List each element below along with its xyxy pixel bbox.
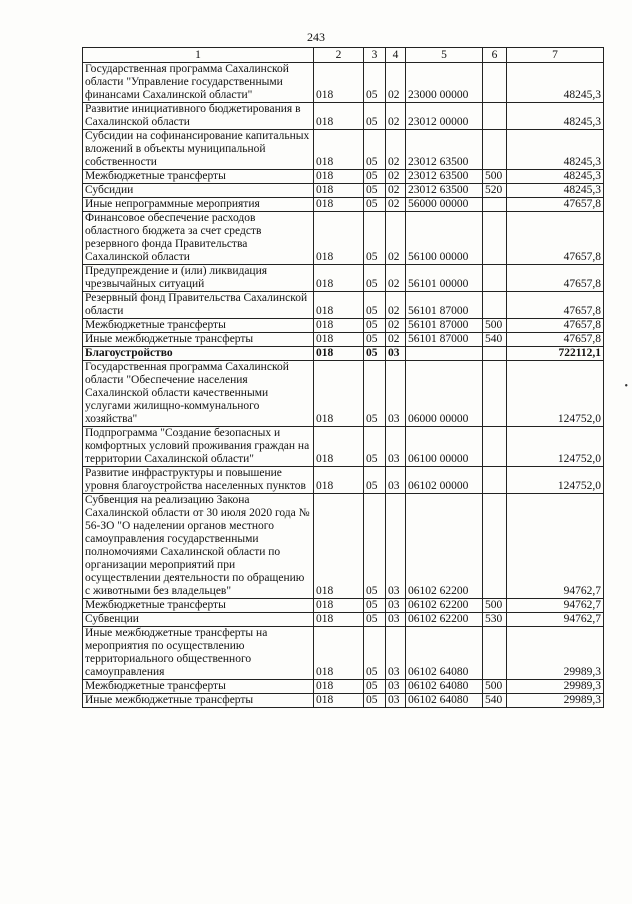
row-amount-cell: 124752,0 bbox=[507, 467, 604, 494]
table-header-row bbox=[83, 48, 604, 63]
row-amount-cell: 124752,0 bbox=[507, 361, 604, 427]
row-section-cell: 05 bbox=[364, 599, 386, 613]
row-expense-type-cell bbox=[483, 467, 507, 494]
row-subsection-cell: 02 bbox=[386, 130, 406, 170]
row-ministry-code-cell: 018 bbox=[314, 613, 364, 627]
row-target-article-cell: 23012 63500 bbox=[406, 170, 483, 184]
row-target-article-cell: 56101 00000 bbox=[406, 265, 483, 292]
budget-table bbox=[82, 47, 604, 708]
row-amount-cell: 47657,8 bbox=[507, 292, 604, 319]
row-ministry-code-cell: 018 bbox=[314, 361, 364, 427]
row-subsection-cell: 03 bbox=[386, 599, 406, 613]
row-expense-type-cell bbox=[483, 494, 507, 599]
row-name-cell: Предупреждение и (или) ликвидация чрезвычайных ситуаций bbox=[83, 265, 314, 292]
row-ministry-code-cell: 018 bbox=[314, 427, 364, 467]
row-target-article-cell: 06102 62200 bbox=[406, 599, 483, 613]
row-amount-cell: 47657,8 bbox=[507, 319, 604, 333]
row-section-cell: 05 bbox=[364, 361, 386, 427]
row-amount-cell: 48245,3 bbox=[507, 184, 604, 198]
row-section-cell: 05 bbox=[364, 130, 386, 170]
row-section-cell: 05 bbox=[364, 347, 386, 361]
table-row bbox=[83, 494, 604, 599]
table-row bbox=[83, 347, 604, 361]
row-expense-type-cell: 500 bbox=[483, 319, 507, 333]
column-header: 7 bbox=[507, 48, 604, 63]
table-row bbox=[83, 427, 604, 467]
table-row bbox=[83, 694, 604, 708]
row-ministry-code-cell: 018 bbox=[314, 292, 364, 319]
row-amount-cell: 48245,3 bbox=[507, 63, 604, 103]
row-target-article-cell: 06102 00000 bbox=[406, 467, 483, 494]
row-subsection-cell: 02 bbox=[386, 103, 406, 130]
row-name-cell: Развитие инициативного бюджетирования в Сахалинской области bbox=[83, 103, 314, 130]
row-section-cell: 05 bbox=[364, 63, 386, 103]
row-target-article-cell: 56000 00000 bbox=[406, 198, 483, 212]
row-ministry-code-cell: 018 bbox=[314, 212, 364, 265]
row-expense-type-cell bbox=[483, 627, 507, 680]
row-subsection-cell: 02 bbox=[386, 198, 406, 212]
row-ministry-code-cell: 018 bbox=[314, 694, 364, 708]
row-section-cell: 05 bbox=[364, 184, 386, 198]
row-name-cell: Развитие инфраструктуры и повышение уровня благоустройства населенных пунктов bbox=[83, 467, 314, 494]
table-row bbox=[83, 170, 604, 184]
row-amount-cell: 94762,7 bbox=[507, 613, 604, 627]
row-name-cell: Государственная программа Сахалинской области "Обеспечение населения Сахалинской области качественными услугами жилищно-коммунального хозяйства" bbox=[83, 361, 314, 427]
row-amount-cell: 94762,7 bbox=[507, 494, 604, 599]
row-subsection-cell: 02 bbox=[386, 212, 406, 265]
row-name-cell: Межбюджетные трансферты bbox=[83, 680, 314, 694]
margin-mark: • bbox=[624, 381, 628, 392]
row-section-cell: 05 bbox=[364, 467, 386, 494]
table-row bbox=[83, 467, 604, 494]
table-row bbox=[83, 627, 604, 680]
row-section-cell: 05 bbox=[364, 494, 386, 599]
row-name-cell: Резервный фонд Правительства Сахалинской области bbox=[83, 292, 314, 319]
row-section-cell: 05 bbox=[364, 694, 386, 708]
row-amount-cell: 47657,8 bbox=[507, 212, 604, 265]
row-subsection-cell: 02 bbox=[386, 292, 406, 319]
row-section-cell: 05 bbox=[364, 198, 386, 212]
row-section-cell: 05 bbox=[364, 427, 386, 467]
row-section-cell: 05 bbox=[364, 680, 386, 694]
row-section-cell: 05 bbox=[364, 170, 386, 184]
row-expense-type-cell bbox=[483, 212, 507, 265]
row-amount-cell: 29989,3 bbox=[507, 680, 604, 694]
row-target-article-cell: 06102 62200 bbox=[406, 494, 483, 599]
row-amount-cell: 29989,3 bbox=[507, 694, 604, 708]
row-expense-type-cell: 500 bbox=[483, 599, 507, 613]
row-ministry-code-cell: 018 bbox=[314, 319, 364, 333]
row-subsection-cell: 03 bbox=[386, 494, 406, 599]
table-row bbox=[83, 265, 604, 292]
row-target-article-cell: 56101 87000 bbox=[406, 292, 483, 319]
row-name-cell: Иные межбюджетные трансферты bbox=[83, 694, 314, 708]
row-expense-type-cell: 530 bbox=[483, 613, 507, 627]
row-target-article-cell: 06102 62200 bbox=[406, 613, 483, 627]
row-amount-cell: 47657,8 bbox=[507, 265, 604, 292]
row-name-cell: Иные межбюджетные трансферты на мероприятия по осуществлению территориального общественного самоуправления bbox=[83, 627, 314, 680]
row-target-article-cell: 56101 87000 bbox=[406, 333, 483, 347]
row-section-cell: 05 bbox=[364, 319, 386, 333]
table-row bbox=[83, 613, 604, 627]
page-number: 243 bbox=[307, 30, 325, 44]
table-row bbox=[83, 361, 604, 427]
column-header: 6 bbox=[483, 48, 507, 63]
row-amount-cell: 29989,3 bbox=[507, 627, 604, 680]
row-amount-cell: 124752,0 bbox=[507, 427, 604, 467]
row-section-cell: 05 bbox=[364, 103, 386, 130]
row-subsection-cell: 02 bbox=[386, 63, 406, 103]
row-name-cell: Финансовое обеспечение расходов областного бюджета за счет средств резервного фонда Правительства Сахалинской области bbox=[83, 212, 314, 265]
row-name-cell: Межбюджетные трансферты bbox=[83, 170, 314, 184]
row-name-cell: Субсидии bbox=[83, 184, 314, 198]
table-row bbox=[83, 184, 604, 198]
row-target-article-cell: 06102 64080 bbox=[406, 680, 483, 694]
row-section-cell: 05 bbox=[364, 265, 386, 292]
row-amount-cell: 47657,8 bbox=[507, 198, 604, 212]
row-ministry-code-cell: 018 bbox=[314, 680, 364, 694]
row-expense-type-cell: 540 bbox=[483, 333, 507, 347]
row-target-article-cell: 23012 00000 bbox=[406, 103, 483, 130]
row-expense-type-cell bbox=[483, 361, 507, 427]
table-row bbox=[83, 198, 604, 212]
row-name-cell: Государственная программа Сахалинской области "Управление государственными финансами Сахалинской области" bbox=[83, 63, 314, 103]
row-subsection-cell: 03 bbox=[386, 613, 406, 627]
row-ministry-code-cell: 018 bbox=[314, 494, 364, 599]
row-amount-cell: 722112,1 bbox=[507, 347, 604, 361]
row-name-cell: Субвенции bbox=[83, 613, 314, 627]
column-header: 4 bbox=[386, 48, 406, 63]
row-target-article-cell bbox=[406, 347, 483, 361]
row-expense-type-cell bbox=[483, 347, 507, 361]
table-row bbox=[83, 63, 604, 103]
row-amount-cell: 48245,3 bbox=[507, 103, 604, 130]
row-section-cell: 05 bbox=[364, 333, 386, 347]
row-ministry-code-cell: 018 bbox=[314, 599, 364, 613]
row-ministry-code-cell: 018 bbox=[314, 184, 364, 198]
table-row bbox=[83, 103, 604, 130]
column-header: 3 bbox=[364, 48, 386, 63]
row-ministry-code-cell: 018 bbox=[314, 130, 364, 170]
row-ministry-code-cell: 018 bbox=[314, 347, 364, 361]
row-section-cell: 05 bbox=[364, 627, 386, 680]
row-expense-type-cell bbox=[483, 292, 507, 319]
row-ministry-code-cell: 018 bbox=[314, 627, 364, 680]
row-expense-type-cell bbox=[483, 63, 507, 103]
row-subsection-cell: 02 bbox=[386, 184, 406, 198]
row-name-cell: Межбюджетные трансферты bbox=[83, 319, 314, 333]
row-subsection-cell: 03 bbox=[386, 467, 406, 494]
table-row bbox=[83, 292, 604, 319]
row-subsection-cell: 02 bbox=[386, 265, 406, 292]
row-amount-cell: 48245,3 bbox=[507, 130, 604, 170]
row-expense-type-cell bbox=[483, 265, 507, 292]
row-section-cell: 05 bbox=[364, 613, 386, 627]
row-name-cell: Межбюджетные трансферты bbox=[83, 599, 314, 613]
column-header: 1 bbox=[83, 48, 314, 63]
row-expense-type-cell: 520 bbox=[483, 184, 507, 198]
row-amount-cell: 47657,8 bbox=[507, 333, 604, 347]
row-ministry-code-cell: 018 bbox=[314, 63, 364, 103]
row-ministry-code-cell: 018 bbox=[314, 103, 364, 130]
table-row bbox=[83, 130, 604, 170]
column-header: 5 bbox=[406, 48, 483, 63]
row-target-article-cell: 06102 64080 bbox=[406, 627, 483, 680]
row-target-article-cell: 06102 64080 bbox=[406, 694, 483, 708]
row-target-article-cell: 06100 00000 bbox=[406, 427, 483, 467]
row-target-article-cell: 56101 87000 bbox=[406, 319, 483, 333]
column-header: 2 bbox=[314, 48, 364, 63]
row-target-article-cell: 23000 00000 bbox=[406, 63, 483, 103]
row-subsection-cell: 03 bbox=[386, 427, 406, 467]
row-expense-type-cell: 500 bbox=[483, 170, 507, 184]
table-row bbox=[83, 599, 604, 613]
row-ministry-code-cell: 018 bbox=[314, 170, 364, 184]
row-subsection-cell: 02 bbox=[386, 333, 406, 347]
row-name-cell: Иные непрограммные мероприятия bbox=[83, 198, 314, 212]
row-name-cell: Иные межбюджетные трансферты bbox=[83, 333, 314, 347]
row-expense-type-cell: 540 bbox=[483, 694, 507, 708]
row-ministry-code-cell: 018 bbox=[314, 333, 364, 347]
row-amount-cell: 94762,7 bbox=[507, 599, 604, 613]
row-expense-type-cell bbox=[483, 198, 507, 212]
row-target-article-cell: 23012 63500 bbox=[406, 130, 483, 170]
row-target-article-cell: 06000 00000 bbox=[406, 361, 483, 427]
row-name-cell: Субсидии на софинансирование капитальных вложений в объекты муниципальной собственности bbox=[83, 130, 314, 170]
row-amount-cell: 48245,3 bbox=[507, 170, 604, 184]
row-subsection-cell: 02 bbox=[386, 170, 406, 184]
row-expense-type-cell bbox=[483, 103, 507, 130]
row-subsection-cell: 03 bbox=[386, 347, 406, 361]
row-name-cell: Благоустройство bbox=[83, 347, 314, 361]
row-subsection-cell: 03 bbox=[386, 680, 406, 694]
row-section-cell: 05 bbox=[364, 292, 386, 319]
row-target-article-cell: 56100 00000 bbox=[406, 212, 483, 265]
row-ministry-code-cell: 018 bbox=[314, 467, 364, 494]
table-row bbox=[83, 212, 604, 265]
row-subsection-cell: 03 bbox=[386, 627, 406, 680]
row-expense-type-cell bbox=[483, 130, 507, 170]
row-section-cell: 05 bbox=[364, 212, 386, 265]
table-row bbox=[83, 680, 604, 694]
row-subsection-cell: 02 bbox=[386, 319, 406, 333]
row-expense-type-cell bbox=[483, 427, 507, 467]
table-row bbox=[83, 333, 604, 347]
row-target-article-cell: 23012 63500 bbox=[406, 184, 483, 198]
row-ministry-code-cell: 018 bbox=[314, 198, 364, 212]
row-subsection-cell: 03 bbox=[386, 361, 406, 427]
row-subsection-cell: 03 bbox=[386, 694, 406, 708]
row-ministry-code-cell: 018 bbox=[314, 265, 364, 292]
row-expense-type-cell: 500 bbox=[483, 680, 507, 694]
row-name-cell: Подпрограмма "Создание безопасных и комфортных условий проживания граждан на территории Сахалинской области" bbox=[83, 427, 314, 467]
row-name-cell: Субвенция на реализацию Закона Сахалинской области от 30 июля 2020 года № 56-ЗО "О наделении органов местного самоуправления государственными полномочиями Сахалинской области по организации мероприятий при осуществлении деятельности по обращению с животными без владельцев" bbox=[83, 494, 314, 599]
table-row bbox=[83, 319, 604, 333]
